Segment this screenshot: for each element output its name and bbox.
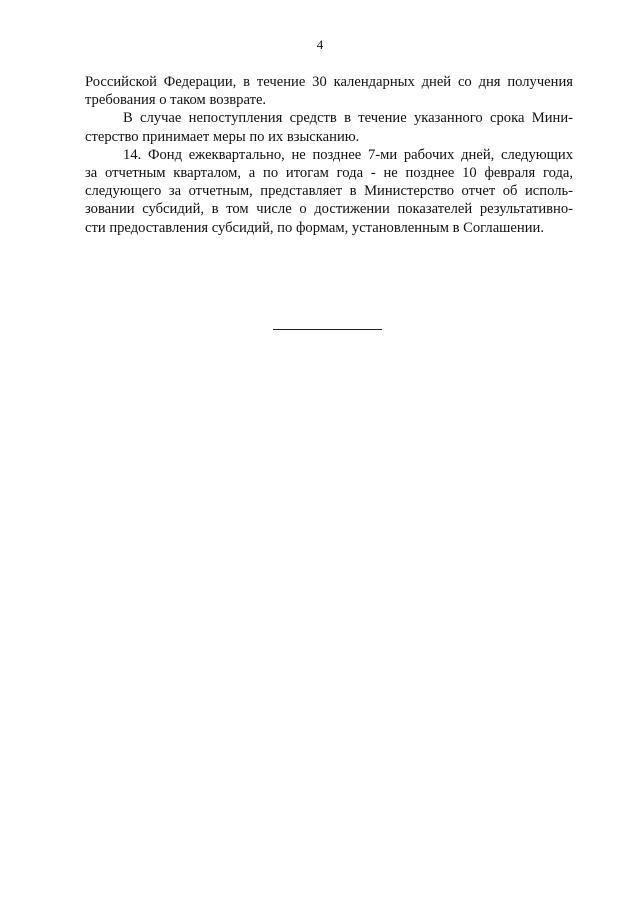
page-number: 4 — [316, 37, 324, 52]
paragraph-line: Российской Федерации, в течение 30 календарных дней со дня получения — [85, 74, 573, 90]
paragraph-line: за отчетным кварталом, а по итогам года - не позднее 10 февраля года, — [85, 164, 573, 181]
document-body — [85, 73, 573, 237]
paragraph-line: В случае непоступления средств в течение указанного срока Мини- — [123, 110, 573, 127]
paragraph-line: требования о таком возврате. — [85, 92, 267, 109]
paragraph-line: зовании субсидий, в том числе о достижении показателей результативно- — [85, 201, 573, 218]
paragraph-line: сти предоставления субсидий, по формам, установленным в Соглашении. — [85, 219, 544, 236]
section-divider — [273, 329, 382, 330]
paragraph-line: следующего за отчетным, представляет в Министерство отчет об исполь- — [85, 183, 573, 200]
paragraph-line: стерство принимает меры по их взысканию. — [85, 128, 360, 145]
paragraph-line: 14. Фонд ежеквартально, не позднее 7-ми рабочих дней, следующих — [123, 146, 573, 163]
